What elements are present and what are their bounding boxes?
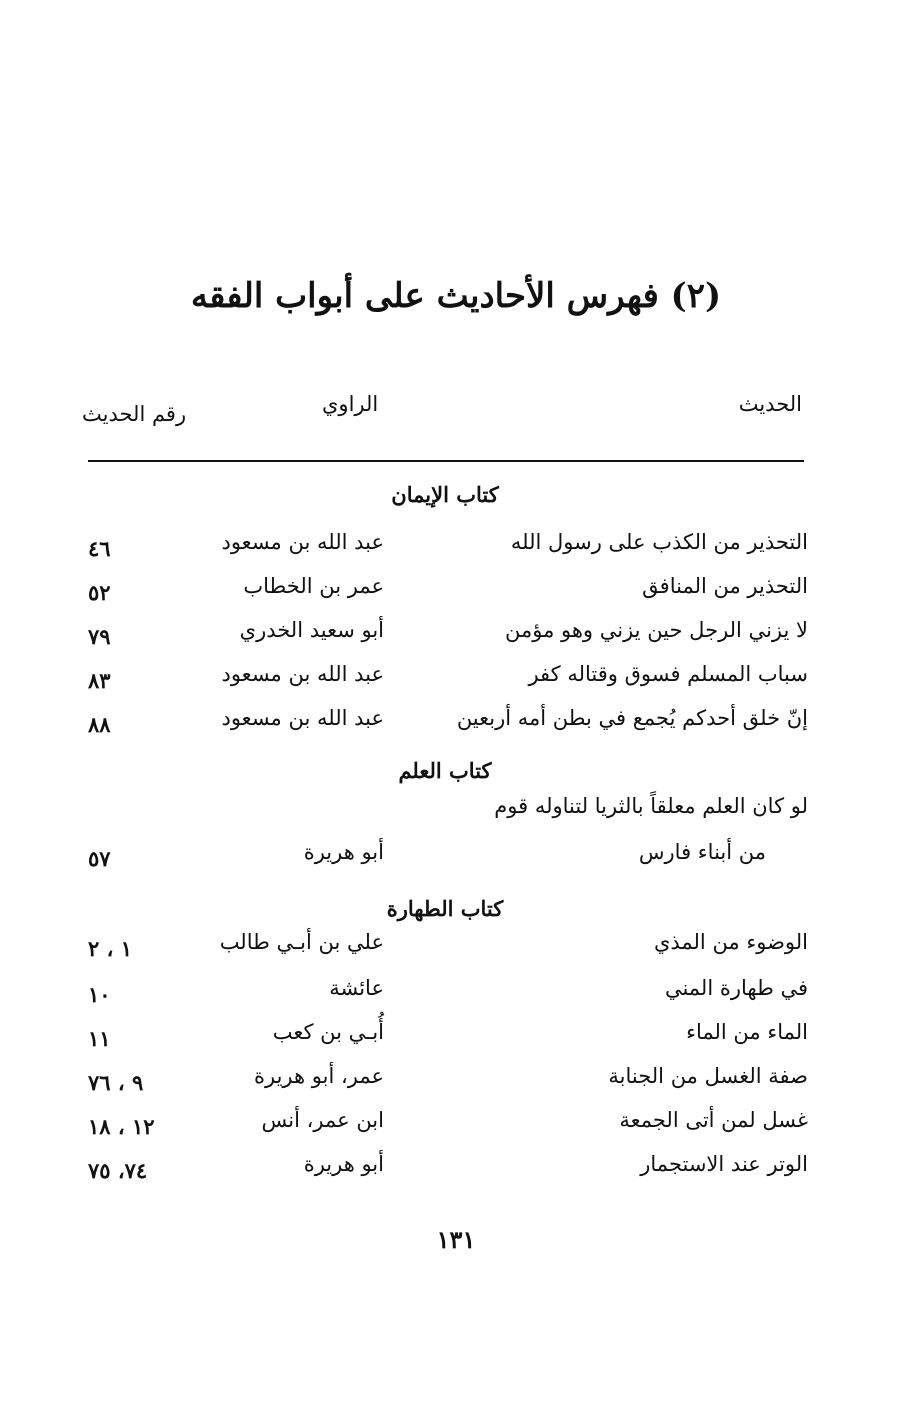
hadith-text: الوتر عند الاستجمار (640, 1152, 808, 1176)
narrator: عبد الله بن مسعود (221, 530, 384, 554)
hadith-number: ٩ ، ٧٦ (88, 1070, 144, 1095)
table-row (0, 1152, 912, 1192)
table-row (0, 574, 912, 614)
hadith-number: ٨٨ (88, 712, 111, 737)
hadith-text: التحذير من الكذب على رسول الله (510, 530, 808, 554)
page-title: (٢) فهرس الأحاديث على أبواب الفقه (190, 276, 722, 316)
table-row (0, 706, 912, 746)
hadith-number: ١٠ (88, 982, 111, 1007)
hadith-number: ٤٦ (88, 536, 111, 561)
narrator: عائشة (329, 976, 384, 1000)
hadith-text: إنّ خلق أحدكم يُجمع في بطن أمه أربعين (456, 706, 808, 730)
hadith-number: ٧٤، ٧٥ (88, 1158, 148, 1183)
table-row (0, 618, 912, 658)
section-title: كتاب الطهارة (386, 896, 504, 921)
table-row (0, 1020, 912, 1060)
hadith-text-continuation: من أبناء فارس (638, 840, 766, 864)
column-header-narrator: الراوي (322, 392, 379, 416)
narrator: أبو سعيد الخدري (239, 618, 384, 642)
hadith-text: في طهارة المني (664, 976, 808, 1000)
narrator: علي بن أبـي طالب (219, 930, 384, 954)
hadith-text: سباب المسلم فسوق وقتاله كفر (528, 662, 808, 686)
table-row (0, 530, 912, 570)
table-row-continuation (0, 840, 912, 880)
hadith-number: ٥٧ (88, 846, 111, 871)
hadith-text: صفة الغسل من الجنابة (608, 1064, 808, 1088)
narrator: ابن عمر، أنس (261, 1108, 384, 1132)
hadith-text: الماء من الماء (686, 1020, 808, 1044)
hadith-number: ٨٣ (88, 668, 111, 693)
narrator: عبد الله بن مسعود (221, 706, 384, 730)
hadith-number: ١١ (88, 1026, 111, 1051)
hadith-number: ٧٩ (88, 624, 111, 649)
hadith-number: ١٢ ، ١٨ (88, 1114, 155, 1139)
table-row (0, 976, 912, 1016)
hadith-text: لو كان العلم معلقاً بالثريا لتناوله قوم (494, 794, 808, 818)
hadith-number: ١ ، ٢ (88, 936, 132, 961)
header-rule (88, 460, 804, 462)
narrator: أبو هريرة (303, 840, 384, 864)
section-title: كتاب العلم (398, 758, 492, 783)
narrator: عبد الله بن مسعود (221, 662, 384, 686)
narrator: عمر، أبو هريرة (253, 1064, 384, 1088)
hadith-text: الوضوء من المذي (653, 930, 808, 954)
narrator: عمر بن الخطاب (243, 574, 384, 598)
hadith-text: لا يزني الرجل حين يزني وهو مؤمن (505, 618, 808, 642)
table-row (0, 1108, 912, 1148)
section-title: كتاب الإيمان (391, 482, 499, 507)
hadith-number: ٥٢ (88, 580, 111, 605)
page-number: ١٣١ (436, 1225, 476, 1254)
narrator: أبو هريرة (303, 1152, 384, 1176)
narrator: أُبـي بن كعب (272, 1020, 384, 1044)
table-row (0, 662, 912, 702)
table-row (0, 930, 912, 970)
column-header-number: رقم الحديث (82, 402, 187, 426)
hadith-text: غسل لمن أتى الجمعة (619, 1108, 808, 1132)
table-row (0, 794, 912, 834)
table-row (0, 1064, 912, 1104)
column-header-hadith: الحديث (738, 392, 802, 416)
hadith-text: التحذير من المنافق (642, 574, 808, 598)
